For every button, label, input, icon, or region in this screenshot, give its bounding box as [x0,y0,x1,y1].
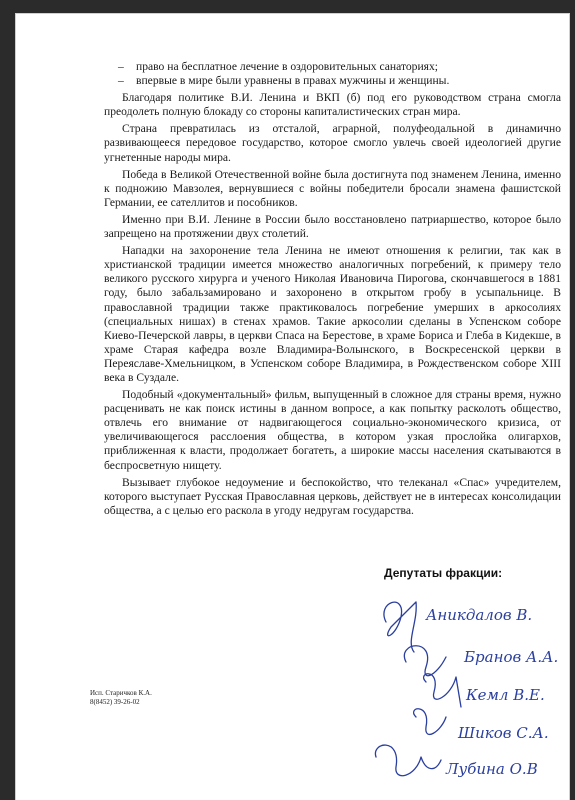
signatory-heading: Депутаты фракции: [384,566,503,580]
signature-name-2: Бранов А.А. [464,648,559,666]
document-page [16,14,569,800]
signature-name-1: Аникдалов В. [426,606,533,624]
signature-scribble-1 [384,602,416,652]
executor-phone: 8(8452) 39-26-02 [90,698,140,706]
signature-name-3: Кемл В.Е. [466,686,545,704]
executor-info [90,689,152,707]
paragraph: Именно при В.И. Ленине в России было восстановлено патриаршество, которое было запрещено на протяжении двух столетий. [104,212,561,241]
signature-scribble-2 [404,646,446,676]
paragraph: Благодаря политике В.И. Ленина и ВКП (б) под его руководством страна смогла преодолеть полную блокаду со стороны капиталистических стран мира. [104,91,561,119]
handwritten-signatures [346,582,566,797]
bullet-dash: – [118,60,124,73]
bullet-item [104,74,561,88]
bullet-item [104,60,561,74]
paragraph: Подобный «документальный» фильм, выпущенный в сложное для страны время, нужно расценивать не как поиск истины в данном вопросе, а как попытку расколоть общество, отвлечь его внимание от надвигающегося социально-экономического кризиса, от увеличивающегося расслоения общества, в котором узкая прослойка олигархов, приближенная к власти, продолжает богатеть, а широкие массы населения скатываются в беспросветную нищету. [104,388,561,472]
paragraph: Победа в Великой Отечественной войне была достигнута под знаменем Ленина, именно к подножию Мавзолея, вернувшиеся с войны победители бросали знамена фашистской Германии, ее сателлитов и пособников. [104,167,561,209]
paragraph: Страна превратилась из отсталой, аграрной, полуфеодальной в динамично развивающееся передовое государство, которое смогло увлечь своей идеологией другие угнетенные народы мира. [104,122,561,164]
signature-scribble-5 [375,745,441,776]
paragraph: Вызывает глубокое недоумение и беспокойство, что телеканал «Спас» учредителем, которого выступает Русская Православная церковь, действует не в интересах консолидации общества, а с целью его раскола в угоду недругам государства. [104,475,561,517]
paragraph: Нападки на захоронение тела Ленина не имеют отношения к религии, так как в христианской традиции имеется множество аналогичных погребений, к примеру тело великого русского хирурга и ученого Николая Ивановича Пирогова, скончавшегося в 1881 году, было забальзамировано и захоронено в открытом гробу в усыпальнице. В православной традиции также практиковалось погребение умерших в аркосолиях (специальных нишах) в стенах храмов. Такие аркосолии сделаны в Успенском соборе Киево-Печерской лавры, в церкви Спаса на Берестове, в храме Бориса и Глеба в Кидекше, в храме Старая кафедра возле Владимира-Волынского, в Воскресенской церкви в Переяславе-Хмельницком, в Успенском соборе Владимира, в Рождественском соборе XIII века в Суздале. [104,244,561,384]
signature-name-4: Шиков С.А. [458,724,549,742]
bullet-text: право на бесплатное лечение в оздоровительных санаториях; [136,60,439,73]
bullet-dash: – [118,74,124,88]
signature-scribble-3 [424,674,461,707]
signature-name-5: Лубина О.В [446,760,538,778]
executor-name: Исп. Старичков К.А. [90,689,152,697]
letter-body [104,60,561,521]
signature-scribble-4 [414,709,446,735]
bullet-text: впервые в мире были уравнены в правах мужчины и женщины. [136,74,450,88]
